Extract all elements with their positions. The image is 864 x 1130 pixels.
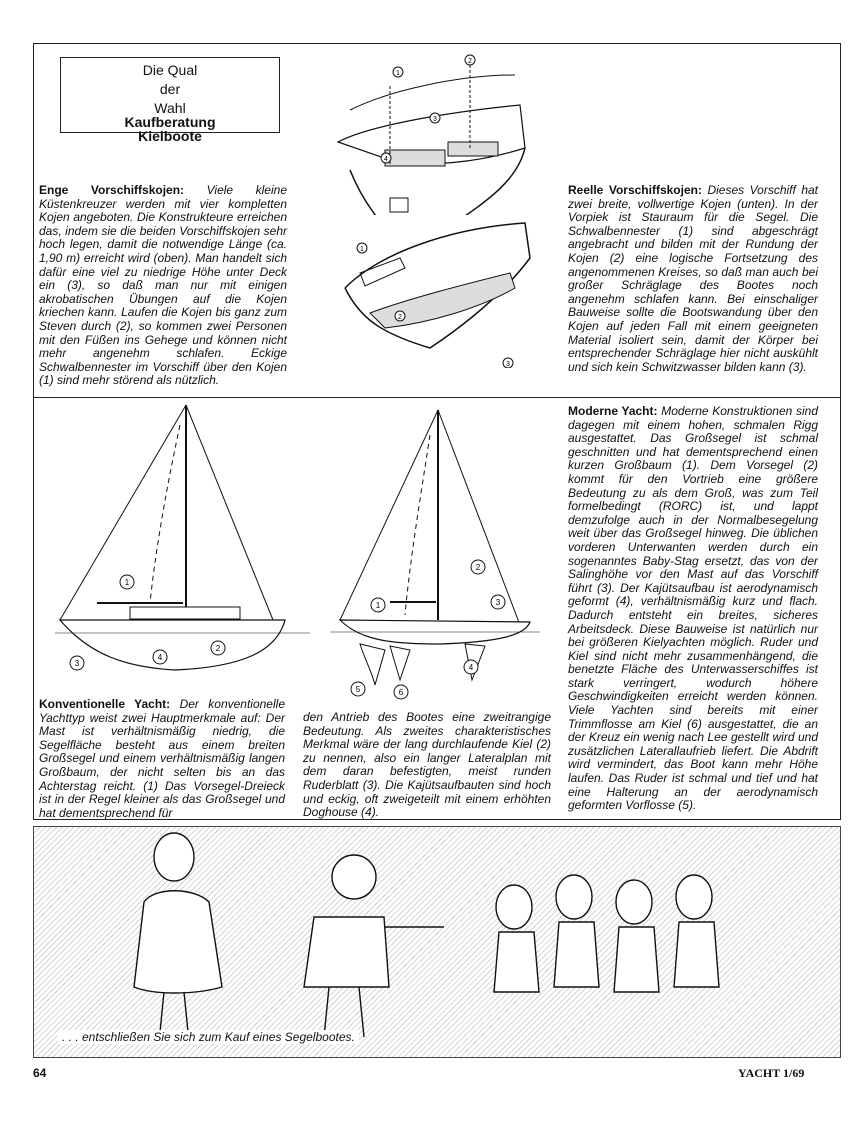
marker-1: 1 [375,601,381,610]
narrow-berths-paragraph [39,184,287,388]
marker-2: 2 [475,563,481,572]
modern-yacht-heading: Moderne Yacht: [568,404,658,418]
title-line-2: der [159,81,181,97]
narrow-berths-text: Viele kleine Küstenkreuzer werden mit vier kompletten Kojen angeboten. Die Konstrukteure erreichen das, indem sie die beiden Vorschiffskojen sehr hoch legen, damit die notwendige Länge (ca. 1,90 m) erreicht wird (oben). Man handelt sich dafür eine viel zu niedrige Höhe unter Deck ein (3), so daß man nur mit einigen akrobatischen Übungen auf die Kojen kriechen kann. Laufen die Kojen bis ganz zum Steven durch (2), so kommen zwei Personen mit den Füßen ins Gehege und können nicht mehr angenehm schlafen. Eckige Schwalbennester im Vorschiff über den Kojen (1) sind mehr störend als nützlich. [39,183,287,388]
issue-label: YACHT 1/69 [738,1066,805,1080]
marker-2: 2 [468,58,472,65]
marker-1: 1 [124,578,130,587]
conventional-yacht-continuation-text: den Antrieb des Bootes eine zweitrangige Bedeutung. Als zweites charakteristisches Merkmal wäre der lang durchlaufende Kiel (2) zu nennen, also ein langer Lateralplan mit dem daran befestigten, meist runden Ruderblatt (3). Die Kajütsaufbauten sind hoch und eckig, oft zweigeteilt mit einem erhöhten Doghouse (4). [303,710,551,820]
conventional-yacht-illustration [55,405,310,695]
proper-berths-text: Dieses Vorschiff hat zwei breite, vollwertige Kojen (unten). In der Vorpiek ist Stauraum für die Segel. Die Schwalbennester (1) sind abgeschrägt angebracht und bilden mit der Rundung der Kojen (2) eine logische Fortsetzung des angenommenen Kreises, so daß man auch bei großer Schräglage des Bootes noch angenehm schlafen kann. Bei einschaliger Bauweise sollte die Bootswandung über den Kojen auf jeden Fall mit einem geeigneten Material isoliert sein, damit der Körper bei entsprechender Schräglage hier nicht auskühlt und sich kein Schwitzwasser bilden kann (3). [568,183,818,374]
modern-yacht-text: Moderne Konstruktionen sind dagegen mit einem hohen, schmalen Rigg ausgestattet. Das Großsegel ist schmal geschnitten und hat dementsprechend einen kurzen Großbaum (1). Dem Vorsegel (2) kommt für den Vortrieb eine größere Bedeutung zu als dem Groß, was zum Teil formelbedingt (RORC) ist, und lappt demzufolge auch in der Normalbesegelung weit über das Großsegel hinweg. Die üblichen vorderen Unterwanten werden durch ein sogenanntes Baby-Stag ersetzt, das von der Salinghöhe vor den Mast auf das Vorschiff führt (3). Der Kajütsaufbau ist aerodynamisch geformt (4), verhältnismäßig kurz und flach. Dadurch entsteht ein breites, sicheres Arbeitsdeck. Diese Bauweise ist natürlich nur bei größeren Kielyachten möglich. Ruder und Kiel sind nicht mehr zusammenhängend, die benetzte Fläche des Unterwasserschiffes ist stark verringert, wodurch höhere Geschwindigkeiten erreicht werden können. Viele Yachten sind bereits mit einer Trimmflosse am Kiel (6) ausgestattet, die an der Kreuz ein wenig nach Lee gestellt wird und zusätzlichen Laterallaufrieb liefert. Die Abdrift wird vermindert, das Boot kann mehr Höhe laufen. Das Ruder ist schmal und tief und hat eine Halterung an der aerodynamisch geformten Vorflosse (5). [568,404,819,813]
title-line-1: Die Qual [142,62,198,78]
marker-6: 6 [398,688,404,697]
conventional-yacht-paragraph [39,698,285,820]
marker-2: 2 [215,644,221,653]
proper-berths-illustration [340,218,540,368]
marker-3: 3 [74,659,80,668]
conventional-yacht-heading: Konventionelle Yacht: [39,697,171,711]
title-kaufberatung: Kaufberatung [124,114,216,130]
title-kielboote: Kielboote [138,128,202,144]
cartoon-caption: . . . entschließen Sie sich zum Kauf eines Segelbootes. [58,1030,359,1044]
title-line-3: Wahl [154,100,186,116]
marker-3: 3 [433,116,437,123]
marker-1: 1 [360,246,364,253]
marker-4: 4 [157,653,163,662]
marker-2: 2 [398,314,402,321]
proper-berths-paragraph [568,184,818,374]
marker-4: 4 [468,663,474,672]
conventional-yacht-text: Der konventionelle Yachttyp weist zwei Hauptmerkmale auf: Der Mast ist verhältnismäßig niedrig, die Segelfläche besteht aus einem breiten Großsegel und einem verhältnismäßig langen Großbaum, der nicht selten bis an das Achterstag reicht. (1) Das Vorsegel-Dreieck ist in der Regel kleiner als das Großsegel und hat dementsprechend für [39,697,285,820]
narrow-berths-heading: Enge Vorschiffskojen: [39,183,185,197]
conventional-yacht-continuation [303,711,551,820]
marker-3: 3 [506,361,510,368]
marker-5: 5 [355,685,361,694]
title-box [60,57,280,144]
marker-1: 1 [396,70,400,77]
modern-yacht-illustration [330,410,540,700]
proper-berths-heading: Reelle Vorschiffskojen: [568,183,702,197]
cartoon-illustration [34,827,840,1057]
narrow-berths-illustration [330,50,530,215]
cartoon-panel [33,826,841,1058]
modern-yacht-paragraph [568,405,818,813]
page-number: 64 [33,1066,47,1080]
marker-4: 4 [384,156,388,163]
marker-3: 3 [495,598,501,607]
